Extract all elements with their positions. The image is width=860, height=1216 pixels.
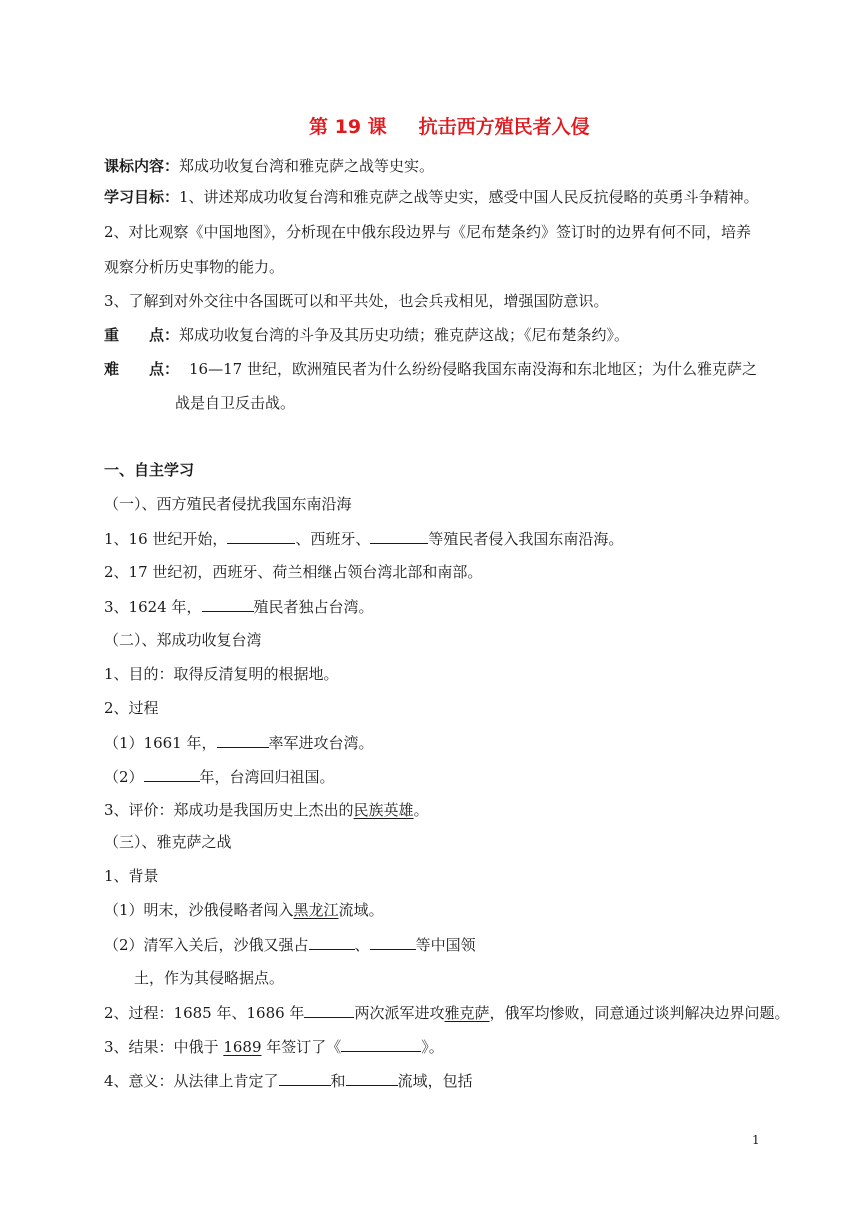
underlined-answer: 民族英雄 — [353, 801, 414, 819]
item-3-1-2-text-a: （2）清军入关后，沙俄又强占 — [104, 936, 309, 954]
item-1-1-text-b: 、西班牙、 — [295, 530, 371, 548]
item-3-2 — [104, 1002, 789, 1023]
item-3-1-1 — [104, 900, 384, 920]
underlined-answer: 1689 — [223, 1038, 262, 1056]
fill-blank[interactable] — [304, 1002, 354, 1018]
fill-blank[interactable] — [341, 1036, 421, 1052]
item-2-2-2-text-a: （2） — [104, 768, 144, 786]
difficulty-label: 难 点： — [104, 360, 180, 378]
item-3-2-text-b: 两次派军进攻 — [354, 1004, 445, 1022]
item-1-1 — [104, 528, 623, 549]
item-3-4 — [104, 1070, 473, 1091]
difficulty-line — [104, 359, 757, 379]
key-label: 重 点： — [104, 326, 180, 344]
item-3-1-1-text-a: （1）明末，沙俄侵略者闯入 — [104, 901, 294, 919]
item-1-2: 2、17 世纪初，西班牙、荷兰相继占领台湾北部和南部。 — [104, 563, 483, 581]
item-3-3 — [104, 1036, 444, 1057]
goal-1: 1、讲述郑成功收复台湾和雅克萨之战等史实，感受中国人民反抗侵略的英勇斗争精神。 — [179, 188, 759, 206]
item-2-3 — [104, 800, 429, 820]
item-2-3-text-a: 3、评价：郑成功是我国历史上杰出的 — [104, 801, 354, 819]
page-number: 1 — [752, 1133, 760, 1147]
key-text: 郑成功收复台湾的斗争及其历史功绩；雅克萨这战；《尼布楚条约》。 — [179, 326, 630, 344]
item-3-4-text-c: 流域，包括 — [397, 1072, 473, 1090]
fill-blank[interactable] — [144, 766, 200, 782]
goals-line-1 — [104, 187, 759, 207]
item-3-2-text-a: 2、过程：1685 年、1686 年 — [104, 1004, 305, 1022]
curriculum-text: 郑成功收复台湾和雅克萨之战等史实。 — [179, 157, 435, 175]
item-1-3-text-a: 3、1624 年， — [104, 598, 202, 616]
lesson-number: 第 19 课 — [309, 116, 387, 138]
lesson-name: 抗击西方殖民者入侵 — [418, 116, 590, 138]
item-3-3-text-c: 年签订了《 — [261, 1038, 342, 1056]
difficulty-text-b: 战是自卫反击战。 — [175, 394, 296, 412]
fill-blank[interactable] — [202, 596, 254, 612]
item-2-1: 1、目的：取得反清复明的根据地。 — [104, 665, 339, 683]
item-3-3-text-a: 3、结果：中俄于 — [104, 1038, 224, 1056]
item-3-1-2-cont: 土，作为其侵略据点。 — [134, 969, 285, 987]
item-3-4-text-b: 和 — [330, 1072, 346, 1090]
underlined-answer: 雅克萨 — [444, 1004, 490, 1022]
item-1-3 — [104, 596, 374, 617]
item-2-2-1 — [104, 732, 374, 753]
fill-blank[interactable] — [279, 1070, 331, 1086]
subsection-2: （二）、郑成功收复台湾 — [104, 631, 262, 649]
item-3-1: 1、背景 — [104, 867, 159, 885]
item-2-2-2 — [104, 766, 335, 787]
goal-2b: 观察分析历史事物的能力。 — [104, 258, 285, 276]
goals-label: 学习目标： — [104, 188, 180, 206]
goal-3: 3、了解到对外交往中各国既可以和平共处，也会兵戎相见，增强国防意识。 — [104, 292, 609, 310]
difficulty-text-a: 16—17 世纪，欧洲殖民者为什么纷纷侵略我国东南没海和东北地区；为什么雅克萨之 — [189, 360, 757, 378]
item-2-3-text-c: 。 — [413, 801, 429, 819]
fill-blank[interactable] — [309, 934, 355, 950]
item-3-2-text-d: ，俄军均惨败，同意通过谈判解决边界问题。 — [489, 1004, 790, 1022]
item-3-1-2 — [104, 934, 476, 955]
key-points-line — [104, 325, 629, 345]
subsection-3: （三）、雅克萨之战 — [104, 833, 232, 851]
fill-blank[interactable] — [346, 1070, 398, 1086]
goal-2a: 2、对比观察《中国地图》，分析现在中俄东段边界与《尼布楚条约》签订时的边界有何不同，培养 — [104, 223, 752, 241]
curriculum-label: 课标内容： — [104, 157, 180, 175]
item-1-1-text-c: 等殖民者侵入我国东南沿海。 — [428, 530, 624, 548]
fill-blank[interactable] — [370, 934, 416, 950]
section-heading: 一、自主学习 — [104, 461, 195, 479]
fill-blank[interactable] — [370, 528, 428, 544]
item-1-1-text-a: 1、16 世纪开始， — [104, 530, 228, 548]
item-3-3-text-d: 》。 — [421, 1038, 444, 1056]
item-2-2: 2、过程 — [104, 699, 159, 717]
item-3-1-2-text-b: 、 — [354, 936, 370, 954]
subsection-1: （一）、西方殖民者侵扰我国东南沿海 — [104, 495, 352, 513]
underlined-answer: 黑龙江 — [293, 901, 339, 919]
item-2-2-1-text-b: 率军进攻台湾。 — [268, 734, 374, 752]
fill-blank[interactable] — [217, 732, 269, 748]
fill-blank[interactable] — [227, 528, 295, 544]
curriculum-line — [104, 156, 434, 176]
page-title — [309, 117, 590, 137]
item-2-2-2-text-b: 年，台湾回归祖国。 — [199, 768, 335, 786]
item-3-1-1-text-c: 流域。 — [338, 901, 384, 919]
item-3-1-2-text-c: 等中国领 — [415, 936, 476, 954]
item-2-2-1-text-a: （1）1661 年， — [104, 734, 217, 752]
item-1-3-text-b: 殖民者独占台湾。 — [253, 598, 374, 616]
item-3-4-text-a: 4、意义：从法律上肯定了 — [104, 1072, 279, 1090]
